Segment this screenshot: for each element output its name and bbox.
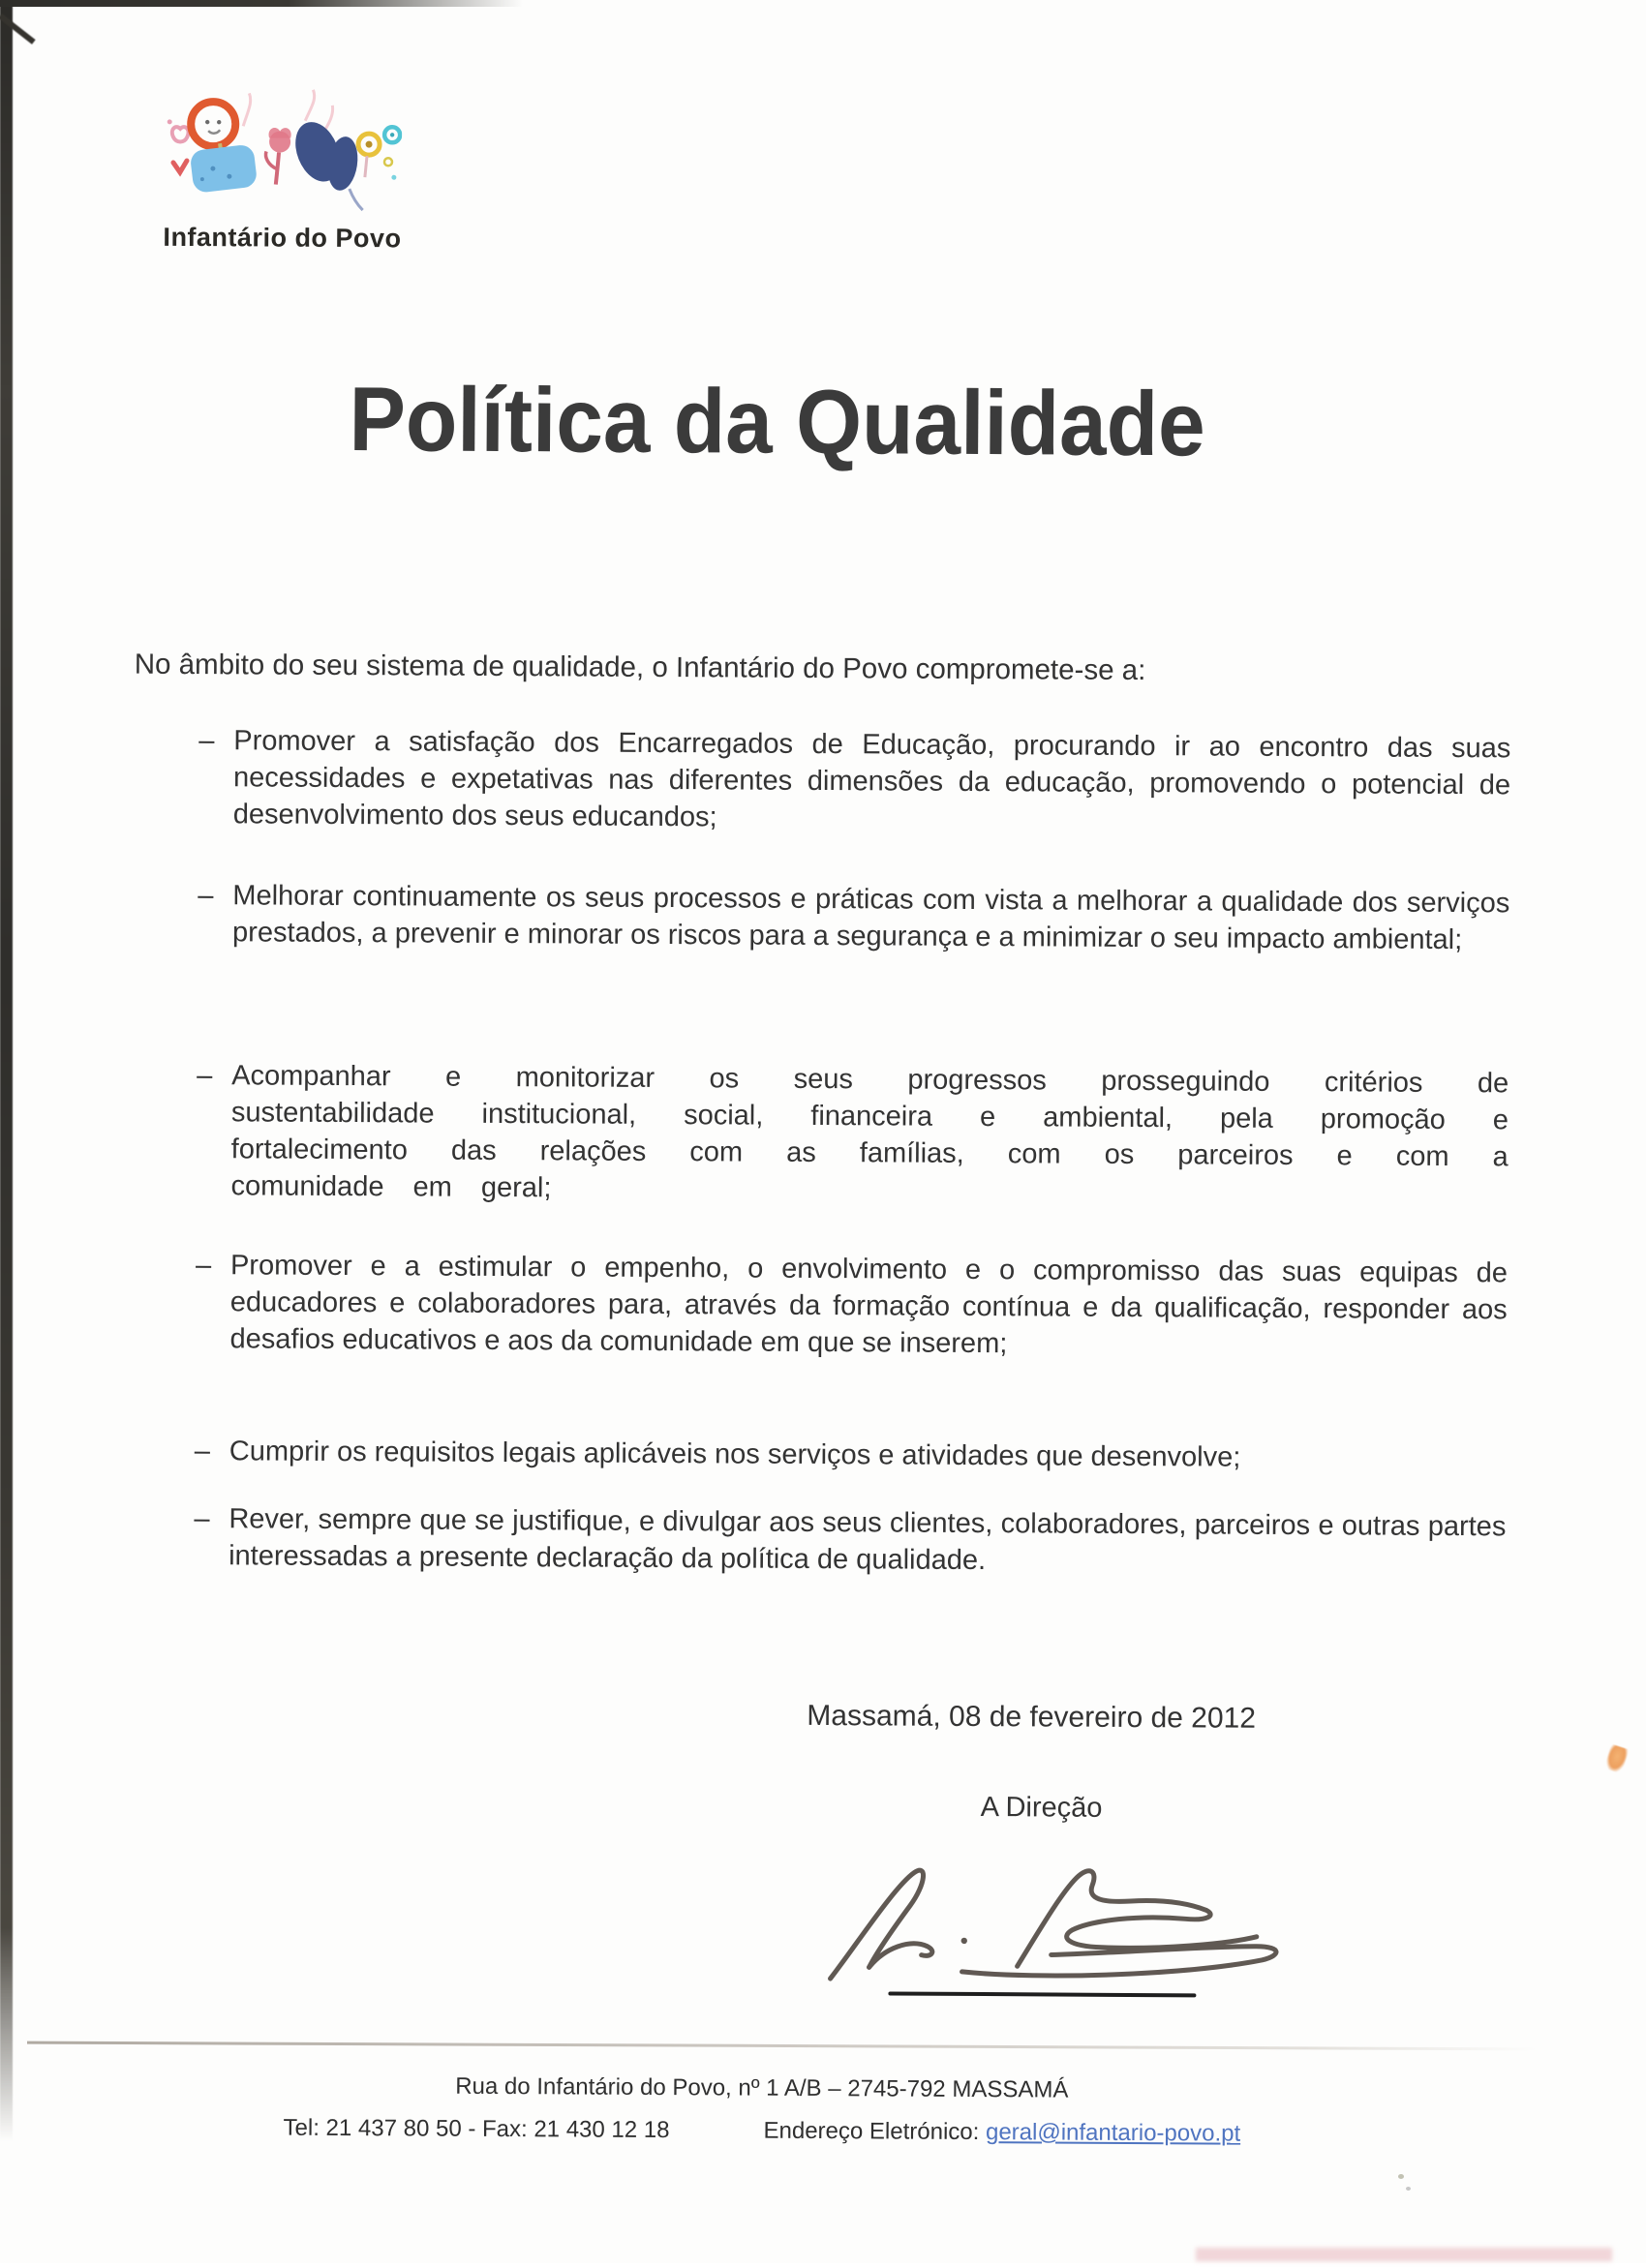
intro-paragraph: No âmbito do seu sistema de qualidade, o Infantário do Povo compromete-se a:: [134, 648, 1146, 687]
email-link[interactable]: geral@infantario-povo.pt: [985, 2119, 1241, 2147]
bullet-dash: –: [198, 880, 214, 912]
bullet-dash: –: [194, 1436, 211, 1467]
policy-bullet: [197, 722, 1511, 840]
bullet-text: Rever, sempre que se justifique, e divulgar aos seus clientes, colaboradores, parceiros e outras partes interessadas a presente declaração da política de qualidade.: [229, 1503, 1507, 1577]
scan-speck: [1398, 2174, 1404, 2179]
yellow-flower-icon: [358, 134, 380, 177]
page-title-text: Política da Qualidade: [348, 368, 1205, 475]
scan-speck: [1406, 2187, 1411, 2191]
email-label: Endereço Eletrónico:: [763, 2117, 980, 2146]
policy-bullet: [196, 877, 1509, 958]
logo-graphic-icon: [160, 87, 403, 234]
policy-bullet: [193, 1433, 1507, 1477]
logo-org-name: Infantário do Povo: [163, 222, 402, 254]
footer-email-line: [763, 2118, 1240, 2148]
bullet-dash: –: [194, 1503, 210, 1535]
date-line: Massamá, 08 de fevereiro de 2012: [807, 1699, 1257, 1735]
footer-address: Rua do Infantário do Povo, nº 1 A/B – 2745-792 MASSAMÁ: [455, 2072, 1069, 2103]
policy-bullet: [193, 1247, 1508, 1365]
scan-edge-top: [0, 0, 523, 7]
bullet-text: Acompanhar e monitorizar os seus progressos prosseguindo critérios de sustentabilidade institucional, social, financeira e ambiental, pela promoção e fortalecimento das relações com as famílias, com os parceiros e com a comunidade em geral;: [230, 1060, 1509, 1204]
infantario-do-povo-logo: [160, 87, 403, 234]
bullet-text: Melhorar continuamente os seus processos e práticas com vista a melhorar a qualidade dos serviços prestados, a prevenir e minorar os riscos para a segurança e a minimizar o seu impacto ambiental;: [232, 880, 1510, 956]
footer-phone-fax: Tel: 21 437 80 50 - Fax: 21 430 12 18: [283, 2114, 670, 2144]
policy-bullet: [194, 1057, 1509, 1212]
scan-edge-left: [0, 6, 13, 2141]
bullet-dash: –: [195, 1250, 212, 1282]
signature-caption: A Direção: [980, 1792, 1103, 1824]
page-title: [0, 365, 1600, 479]
handwritten-signature: [818, 1857, 1323, 2005]
teal-flower-icon: [384, 127, 400, 180]
policy-bullet: [192, 1500, 1506, 1582]
bullet-dash: –: [198, 725, 215, 757]
bullet-dash: –: [197, 1060, 213, 1092]
scan-noise-bottom: [1196, 2248, 1612, 2261]
heart-flower-icon: [167, 119, 188, 172]
bullet-text: Cumprir os requisitos legais aplicáveis nos serviços e atividades que desenvolve;: [229, 1436, 1241, 1473]
bullet-text: Promover a satisfação dos Encarregados de Educação, procurando ir ao encontro das suas necessidades e expetativas nas diferentes dimensões da educação, promovendo o potencial de desenvolvimento dos seus educandos;: [232, 725, 1511, 833]
tulip-flower-icon: [265, 128, 290, 185]
bullet-text: Promover e a estimular o empenho, o envolvimento e o compromisso das suas equipas de educadores e colaboradores para, através da formação contínua e da qualificação, responder aos desafios educativos e aos da comunidade em que se inserem;: [229, 1250, 1509, 1360]
mittens-icon: [287, 115, 363, 210]
